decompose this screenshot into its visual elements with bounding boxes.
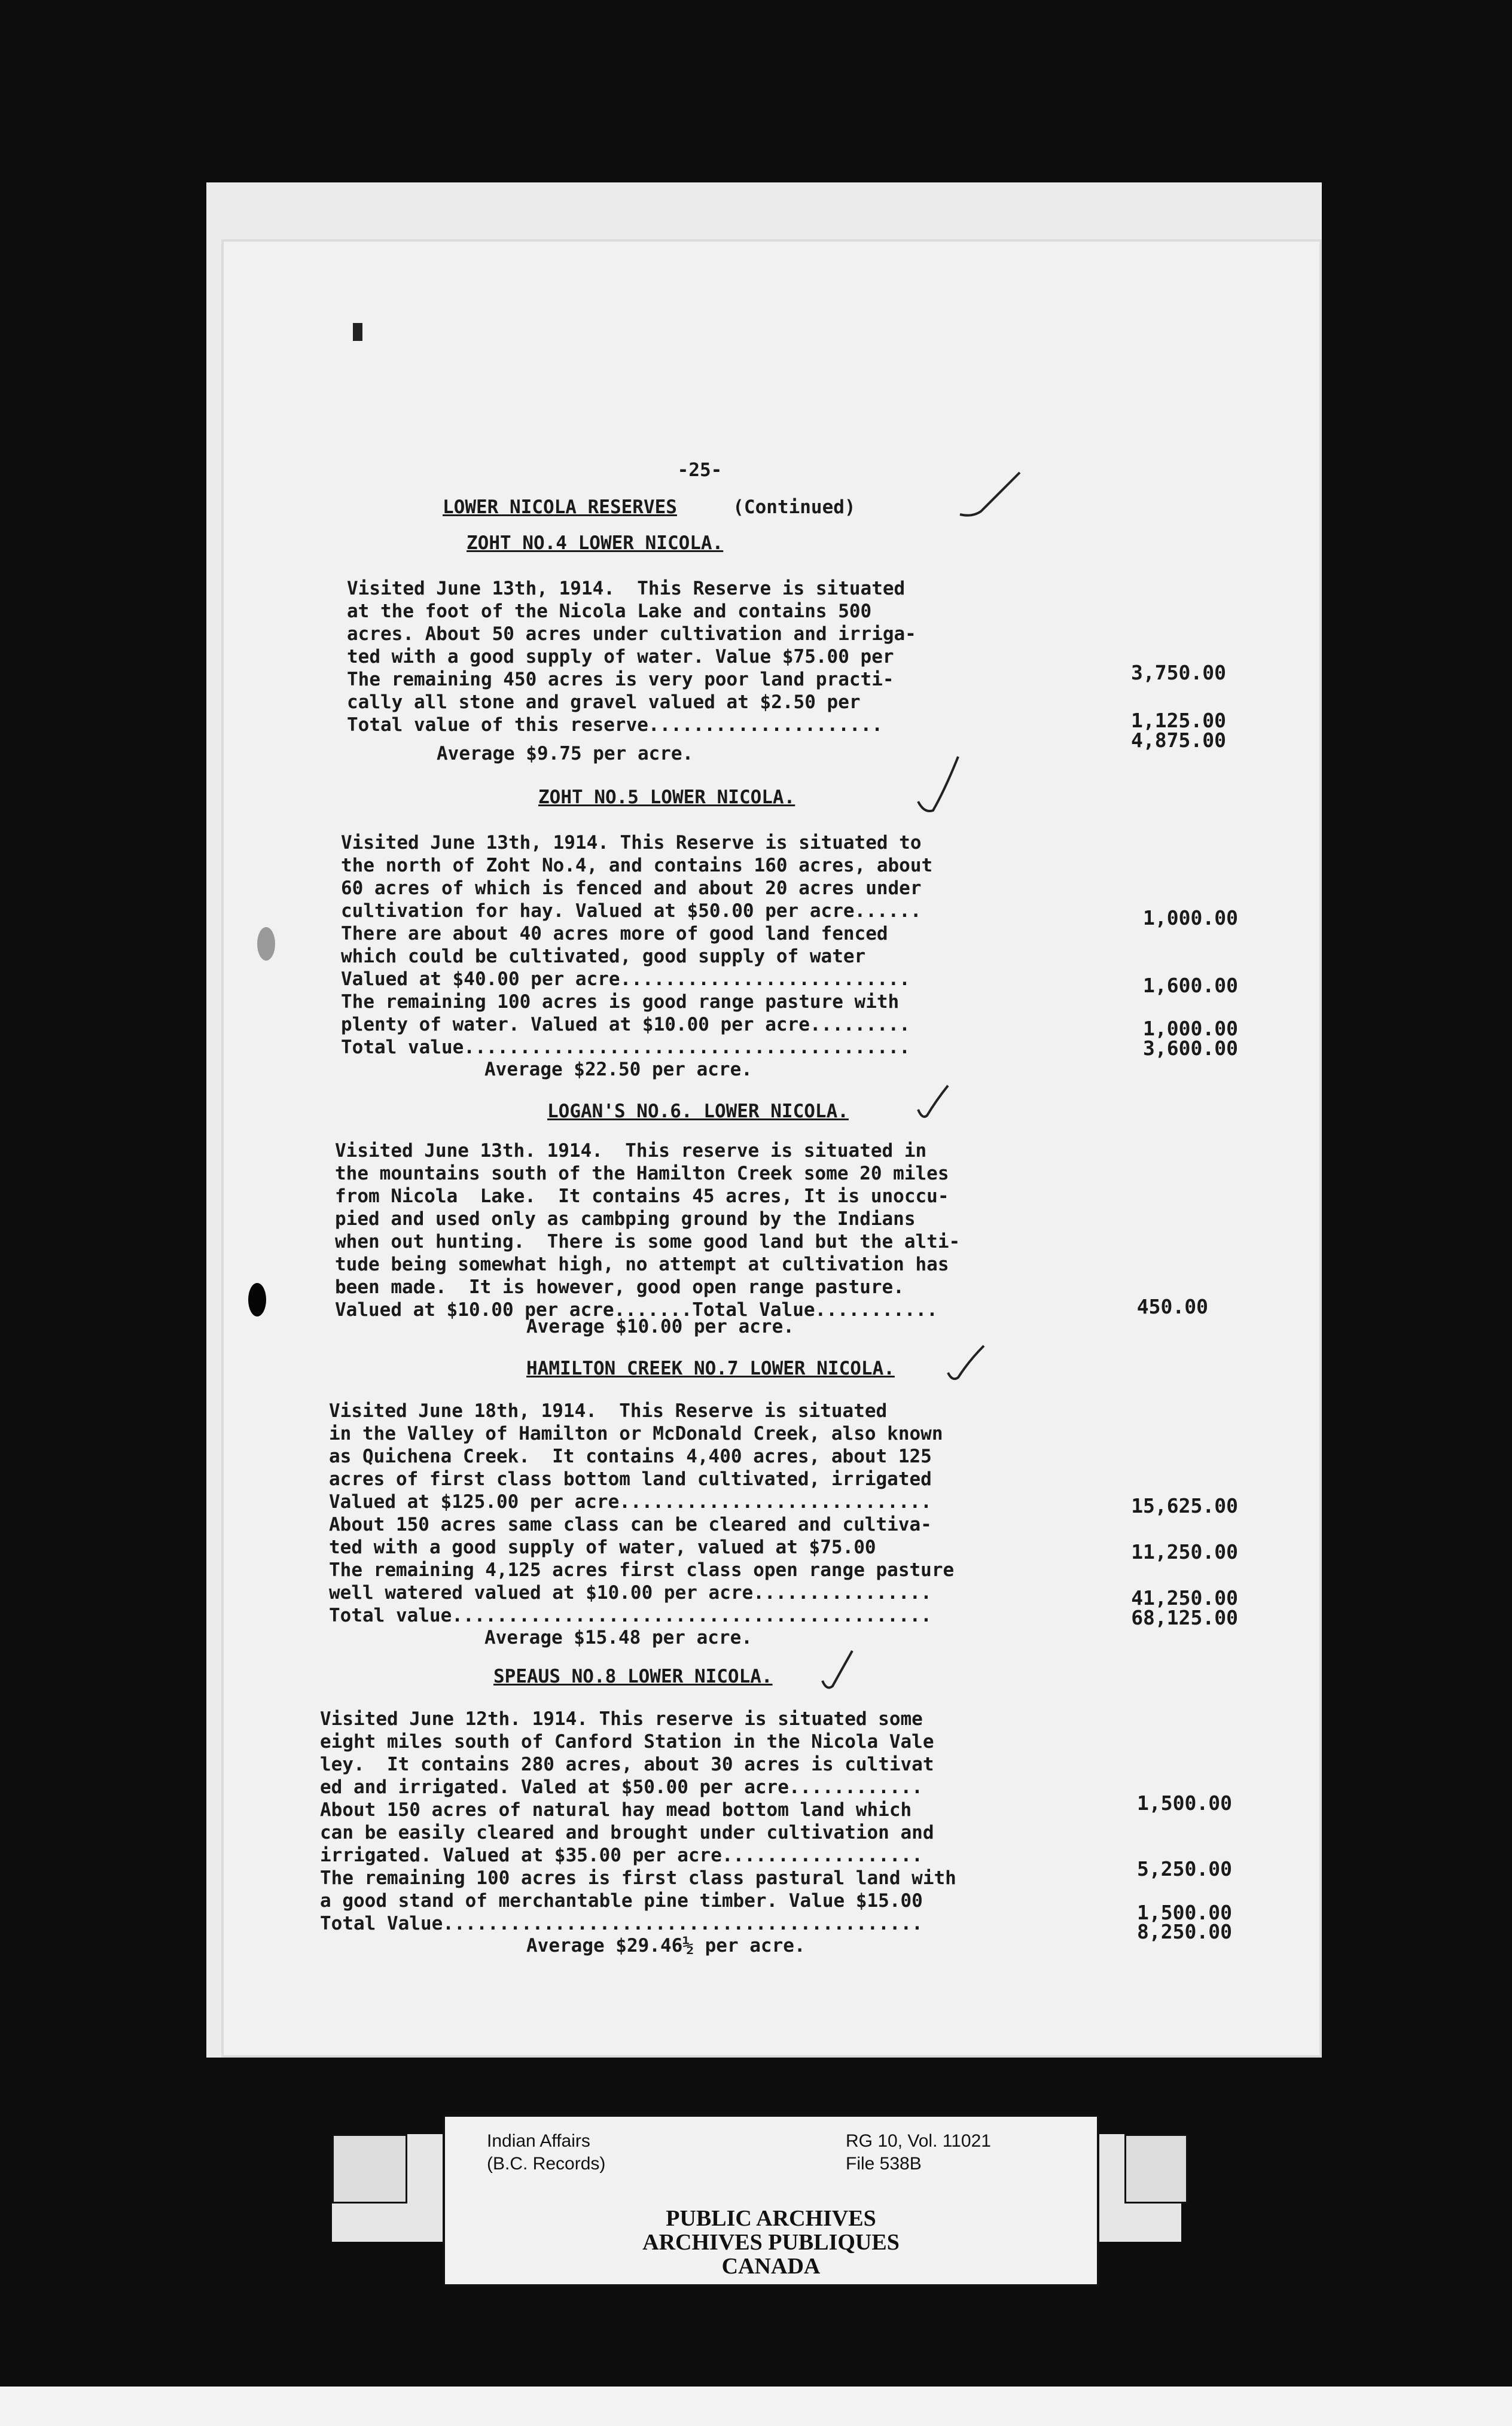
- amount: 11,250.00: [1131, 1540, 1238, 1564]
- section-average: Average $15.48 per acre.: [484, 1627, 752, 1648]
- section-title: ZOHT NO.4 LOWER NICOLA.: [467, 532, 724, 554]
- bottom-border: [0, 2387, 1512, 2426]
- amount: 68,125.00: [1131, 1606, 1238, 1629]
- section-title: HAMILTON CREEK NO.7 LOWER NICOLA.: [526, 1358, 895, 1379]
- amount: 1,500.00: [1137, 1791, 1232, 1815]
- label-collection: [487, 2130, 605, 2175]
- amount: 4,875.00: [1131, 729, 1226, 752]
- check-mark-icon: [957, 470, 1023, 523]
- label-reference-line2: File 538B: [846, 2154, 922, 2174]
- section-average: Average $29.46½ per acre.: [526, 1935, 806, 1956]
- label-collection-line2: (B.C. Records): [487, 2154, 606, 2174]
- section-average: Average $22.50 per acre.: [484, 1059, 752, 1080]
- section-title: SPEAUS NO.8 LOWER NICOLA.: [493, 1666, 773, 1687]
- section-title: LOGAN'S NO.6. LOWER NICOLA.: [547, 1101, 849, 1122]
- label-tab-right: [1124, 2134, 1188, 2203]
- amount: 1,000.00: [1143, 906, 1238, 929]
- page-number: -25-: [677, 459, 723, 481]
- punch-hole-lower: [248, 1283, 266, 1316]
- archive-label: [443, 2114, 1099, 2287]
- amount: 41,250.00: [1131, 1586, 1238, 1610]
- section-text: Visited June 13th, 1914. This Reserve is situated at the foot of the Nicola Lake and contains 500 acres. About 50 acres under cultivation and irriga- ted with a good supply of water. Value $75.00 per The remaining 450 acres is very poor land practi- cally all stone and gravel valued at $2.50 per Total value of this reserve.....................: [347, 578, 916, 736]
- section-average: Average $9.75 per acre.: [437, 743, 694, 764]
- punch-hole-upper: [257, 927, 275, 961]
- amount: 1,600.00: [1143, 974, 1238, 997]
- section-text: Visited June 12th. 1914. This reserve is situated some eight miles south of Canford Station in the Nicola Vale ley. It contains 280 acres, about 30 acres is cultivat ed and irrigated. Valed at $50.00 per acre............ About 150 acres of natural hay mead bottom land which can be easily cleared and brought under cultivation and irrigated. Valued at $35.00 per acre.................. The remaining 100 acres is first class pastural land with a good stand of merchantable pine timber. Value $15.00 Total Value...........................................: [320, 1708, 956, 1934]
- section-text: Visited June 18th, 1914. This Reserve is situated in the Valley of Hamilton or McDonald Creek, also known as Quichena Creek. It contains 4,400 acres, about 125 acres of first class bottom land cultivated, irrigated Valued at $125.00 per acre............................ About 150 acres same class can be cleared and cultiva- ted with a good supply of water, valued at $75.00 The remaining 4,125 acres first class open range pasture well watered valued at $10.00 per acre................ Total value...........................................: [329, 1400, 955, 1626]
- amount: 3,600.00: [1143, 1037, 1238, 1060]
- amount: 3,750.00: [1131, 661, 1226, 684]
- label-archives-line1: PUBLIC ARCHIVES: [666, 2206, 876, 2231]
- label-collection-line1: Indian Affairs: [487, 2131, 590, 2151]
- section-text: Visited June 13th, 1914. This Reserve is situated to the north of Zoht No.4, and contains 160 acres, about 60 acres of which is fenced and about 20 acres under cultivation for hay. Valued at $50.00 per acre...... There are about 40 acres more of good land fenced which could be cultivated, good supply of water Valued at $40.00 per acre.......................... The remaining 100 acres is good range pasture with plenty of water. Valued at $10.00 per acre......... Total value........................................: [341, 832, 933, 1058]
- label-archives-line2: ARCHIVES PUBLIQUES: [642, 2230, 900, 2255]
- label-archives-name: [445, 2206, 1097, 2278]
- label-archives-line3: CANADA: [721, 2254, 821, 2279]
- section-text: Visited June 13th. 1914. This reserve is situated in the mountains south of the Hamilton Creek some 20 miles from Nicola Lake. It contains 45 acres, It is unoccu- pied and used only as cambping ground by the Indians when out hunting. There is some good land but the alti- tude being somewhat high, no attempt at cultivation has been made. It is however, good open range pasture. Valued at $10.00 per acre.......Total Value...........: [335, 1140, 961, 1321]
- label-reference: [846, 2130, 991, 2175]
- amount: 1,000.00: [1143, 1017, 1238, 1040]
- document-page: [221, 239, 1322, 2058]
- section-title: ZOHT NO.5 LOWER NICOLA.: [538, 787, 795, 808]
- amount: 8,250.00: [1137, 1920, 1232, 1943]
- check-mark-icon: [915, 754, 963, 819]
- amount: 5,250.00: [1137, 1857, 1232, 1881]
- check-mark-icon: [819, 1648, 855, 1696]
- margin-mark: [353, 323, 362, 341]
- section-average: Average $10.00 per acre.: [526, 1316, 794, 1337]
- label-tab-left: [332, 2134, 407, 2203]
- heading-suffix: (Continued): [733, 496, 856, 518]
- heading-title: LOWER NICOLA RESERVES: [443, 496, 677, 518]
- label-reference-line1: RG 10, Vol. 11021: [846, 2131, 991, 2151]
- check-mark-icon: [945, 1343, 987, 1385]
- amount: 15,625.00: [1131, 1494, 1238, 1517]
- amount: 1,500.00: [1137, 1901, 1232, 1924]
- amount: 450.00: [1136, 1295, 1208, 1318]
- check-mark-icon: [915, 1083, 951, 1124]
- page-heading: [443, 496, 856, 518]
- amount: 1,125.00: [1131, 709, 1226, 732]
